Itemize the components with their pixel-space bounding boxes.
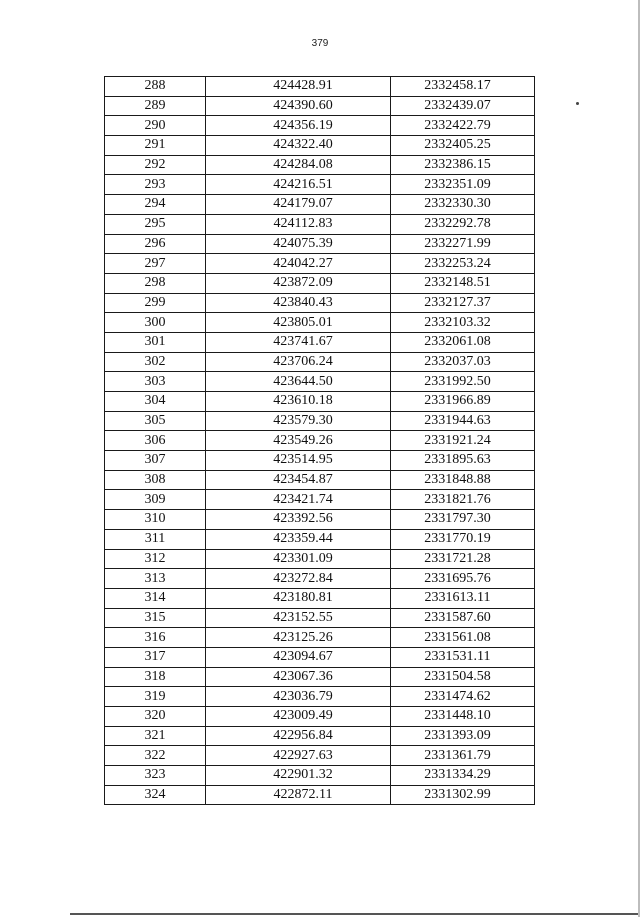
easting-cell: 423421.74	[206, 490, 391, 510]
table-row	[105, 451, 535, 471]
table-row	[105, 687, 535, 707]
easting-cell: 423840.43	[206, 293, 391, 313]
easting-cell: 424356.19	[206, 116, 391, 136]
northing-cell: 2332386.15	[391, 155, 535, 175]
table-row	[105, 726, 535, 746]
point-number-cell: 298	[105, 273, 206, 293]
table-row	[105, 766, 535, 786]
table-row	[105, 195, 535, 215]
table-row	[105, 510, 535, 530]
northing-cell: 2331821.76	[391, 490, 535, 510]
northing-cell: 2332330.30	[391, 195, 535, 215]
table-row	[105, 392, 535, 412]
easting-cell: 424322.40	[206, 136, 391, 156]
point-number-cell: 304	[105, 392, 206, 412]
easting-cell: 423610.18	[206, 392, 391, 412]
northing-cell: 2331944.63	[391, 411, 535, 431]
table-row	[105, 746, 535, 766]
northing-cell: 2331334.29	[391, 766, 535, 786]
easting-cell: 423094.67	[206, 647, 391, 667]
point-number-cell: 317	[105, 647, 206, 667]
easting-cell: 423706.24	[206, 352, 391, 372]
point-number-cell: 322	[105, 746, 206, 766]
table-row	[105, 254, 535, 274]
easting-cell: 423872.09	[206, 273, 391, 293]
point-number-cell: 311	[105, 529, 206, 549]
easting-cell: 423272.84	[206, 569, 391, 589]
point-number-cell: 310	[105, 510, 206, 530]
easting-cell: 423067.36	[206, 667, 391, 687]
table-row	[105, 647, 535, 667]
table-row	[105, 96, 535, 116]
northing-cell: 2331695.76	[391, 569, 535, 589]
point-number-cell: 305	[105, 411, 206, 431]
easting-cell: 423644.50	[206, 372, 391, 392]
point-number-cell: 323	[105, 766, 206, 786]
easting-cell: 423036.79	[206, 687, 391, 707]
northing-cell: 2331770.19	[391, 529, 535, 549]
point-number-cell: 312	[105, 549, 206, 569]
table-row	[105, 569, 535, 589]
northing-cell: 2332127.37	[391, 293, 535, 313]
easting-cell: 423579.30	[206, 411, 391, 431]
easting-cell: 424179.07	[206, 195, 391, 215]
easting-cell: 422956.84	[206, 726, 391, 746]
table-row	[105, 313, 535, 333]
northing-cell: 2331848.88	[391, 470, 535, 490]
point-number-cell: 309	[105, 490, 206, 510]
easting-cell: 423514.95	[206, 451, 391, 471]
point-number-cell: 297	[105, 254, 206, 274]
easting-cell: 424216.51	[206, 175, 391, 195]
northing-cell: 2331895.63	[391, 451, 535, 471]
point-number-cell: 289	[105, 96, 206, 116]
table-row	[105, 293, 535, 313]
point-number-cell: 324	[105, 785, 206, 805]
northing-cell: 2331721.28	[391, 549, 535, 569]
northing-cell: 2332292.78	[391, 214, 535, 234]
easting-cell: 423741.67	[206, 332, 391, 352]
point-number-cell: 294	[105, 195, 206, 215]
table-row	[105, 273, 535, 293]
table-row	[105, 490, 535, 510]
point-number-cell: 292	[105, 155, 206, 175]
northing-cell: 2331561.08	[391, 628, 535, 648]
easting-cell: 422901.32	[206, 766, 391, 786]
point-number-cell: 320	[105, 707, 206, 727]
table-row	[105, 136, 535, 156]
point-number-cell: 316	[105, 628, 206, 648]
point-number-cell: 299	[105, 293, 206, 313]
point-number-cell: 319	[105, 687, 206, 707]
northing-cell: 2331393.09	[391, 726, 535, 746]
easting-cell: 424042.27	[206, 254, 391, 274]
easting-cell: 423301.09	[206, 549, 391, 569]
northing-cell: 2332271.99	[391, 234, 535, 254]
easting-cell: 424112.83	[206, 214, 391, 234]
northing-cell: 2331361.79	[391, 746, 535, 766]
northing-cell: 2332061.08	[391, 332, 535, 352]
northing-cell: 2332037.03	[391, 352, 535, 372]
northing-cell: 2332148.51	[391, 273, 535, 293]
easting-cell: 424284.08	[206, 155, 391, 175]
point-number-cell: 290	[105, 116, 206, 136]
northing-cell: 2332422.79	[391, 116, 535, 136]
table-row	[105, 234, 535, 254]
point-number-cell: 293	[105, 175, 206, 195]
table-row	[105, 77, 535, 97]
northing-cell: 2332458.17	[391, 77, 535, 97]
easting-cell: 423125.26	[206, 628, 391, 648]
table-row	[105, 332, 535, 352]
point-number-cell: 303	[105, 372, 206, 392]
table-row	[105, 470, 535, 490]
point-number-cell: 308	[105, 470, 206, 490]
table-row	[105, 628, 535, 648]
northing-cell: 2332439.07	[391, 96, 535, 116]
northing-cell: 2332253.24	[391, 254, 535, 274]
table-row	[105, 549, 535, 569]
point-number-cell: 321	[105, 726, 206, 746]
northing-cell: 2331474.62	[391, 687, 535, 707]
northing-cell: 2331504.58	[391, 667, 535, 687]
table-row	[105, 175, 535, 195]
northing-cell: 2331448.10	[391, 707, 535, 727]
easting-cell: 423009.49	[206, 707, 391, 727]
easting-cell: 423180.81	[206, 588, 391, 608]
point-number-cell: 302	[105, 352, 206, 372]
table-row	[105, 411, 535, 431]
table-row	[105, 214, 535, 234]
point-number-cell: 300	[105, 313, 206, 333]
northing-cell: 2331302.99	[391, 785, 535, 805]
easting-cell: 423359.44	[206, 529, 391, 549]
northing-cell: 2332103.32	[391, 313, 535, 333]
northing-cell: 2332351.09	[391, 175, 535, 195]
northing-cell: 2331921.24	[391, 431, 535, 451]
point-number-cell: 307	[105, 451, 206, 471]
northing-cell: 2332405.25	[391, 136, 535, 156]
easting-cell: 424390.60	[206, 96, 391, 116]
table-row	[105, 529, 535, 549]
northing-cell: 2331587.60	[391, 608, 535, 628]
northing-cell: 2331797.30	[391, 510, 535, 530]
easting-cell: 423805.01	[206, 313, 391, 333]
coordinate-table-body	[105, 77, 535, 805]
northing-cell: 2331531.11	[391, 647, 535, 667]
table-row	[105, 155, 535, 175]
easting-cell: 423392.56	[206, 510, 391, 530]
table-row	[105, 372, 535, 392]
easting-cell: 422872.11	[206, 785, 391, 805]
table-row	[105, 588, 535, 608]
easting-cell: 423152.55	[206, 608, 391, 628]
northing-cell: 2331966.89	[391, 392, 535, 412]
table-row	[105, 116, 535, 136]
table-row	[105, 352, 535, 372]
scan-edge-bottom	[70, 913, 638, 915]
point-number-cell: 318	[105, 667, 206, 687]
table-row	[105, 707, 535, 727]
point-number-cell: 315	[105, 608, 206, 628]
table-row	[105, 431, 535, 451]
northing-cell: 2331992.50	[391, 372, 535, 392]
point-number-cell: 288	[105, 77, 206, 97]
scan-speck	[576, 102, 579, 105]
table-row	[105, 608, 535, 628]
northing-cell: 2331613.11	[391, 588, 535, 608]
easting-cell: 422927.63	[206, 746, 391, 766]
point-number-cell: 291	[105, 136, 206, 156]
table-row	[105, 667, 535, 687]
point-number-cell: 295	[105, 214, 206, 234]
point-number-cell: 301	[105, 332, 206, 352]
coordinate-table	[104, 76, 535, 805]
point-number-cell: 296	[105, 234, 206, 254]
easting-cell: 423549.26	[206, 431, 391, 451]
point-number-cell: 314	[105, 588, 206, 608]
page-number: 379	[311, 38, 329, 49]
point-number-cell: 306	[105, 431, 206, 451]
table-row	[105, 785, 535, 805]
easting-cell: 424428.91	[206, 77, 391, 97]
easting-cell: 424075.39	[206, 234, 391, 254]
easting-cell: 423454.87	[206, 470, 391, 490]
point-number-cell: 313	[105, 569, 206, 589]
